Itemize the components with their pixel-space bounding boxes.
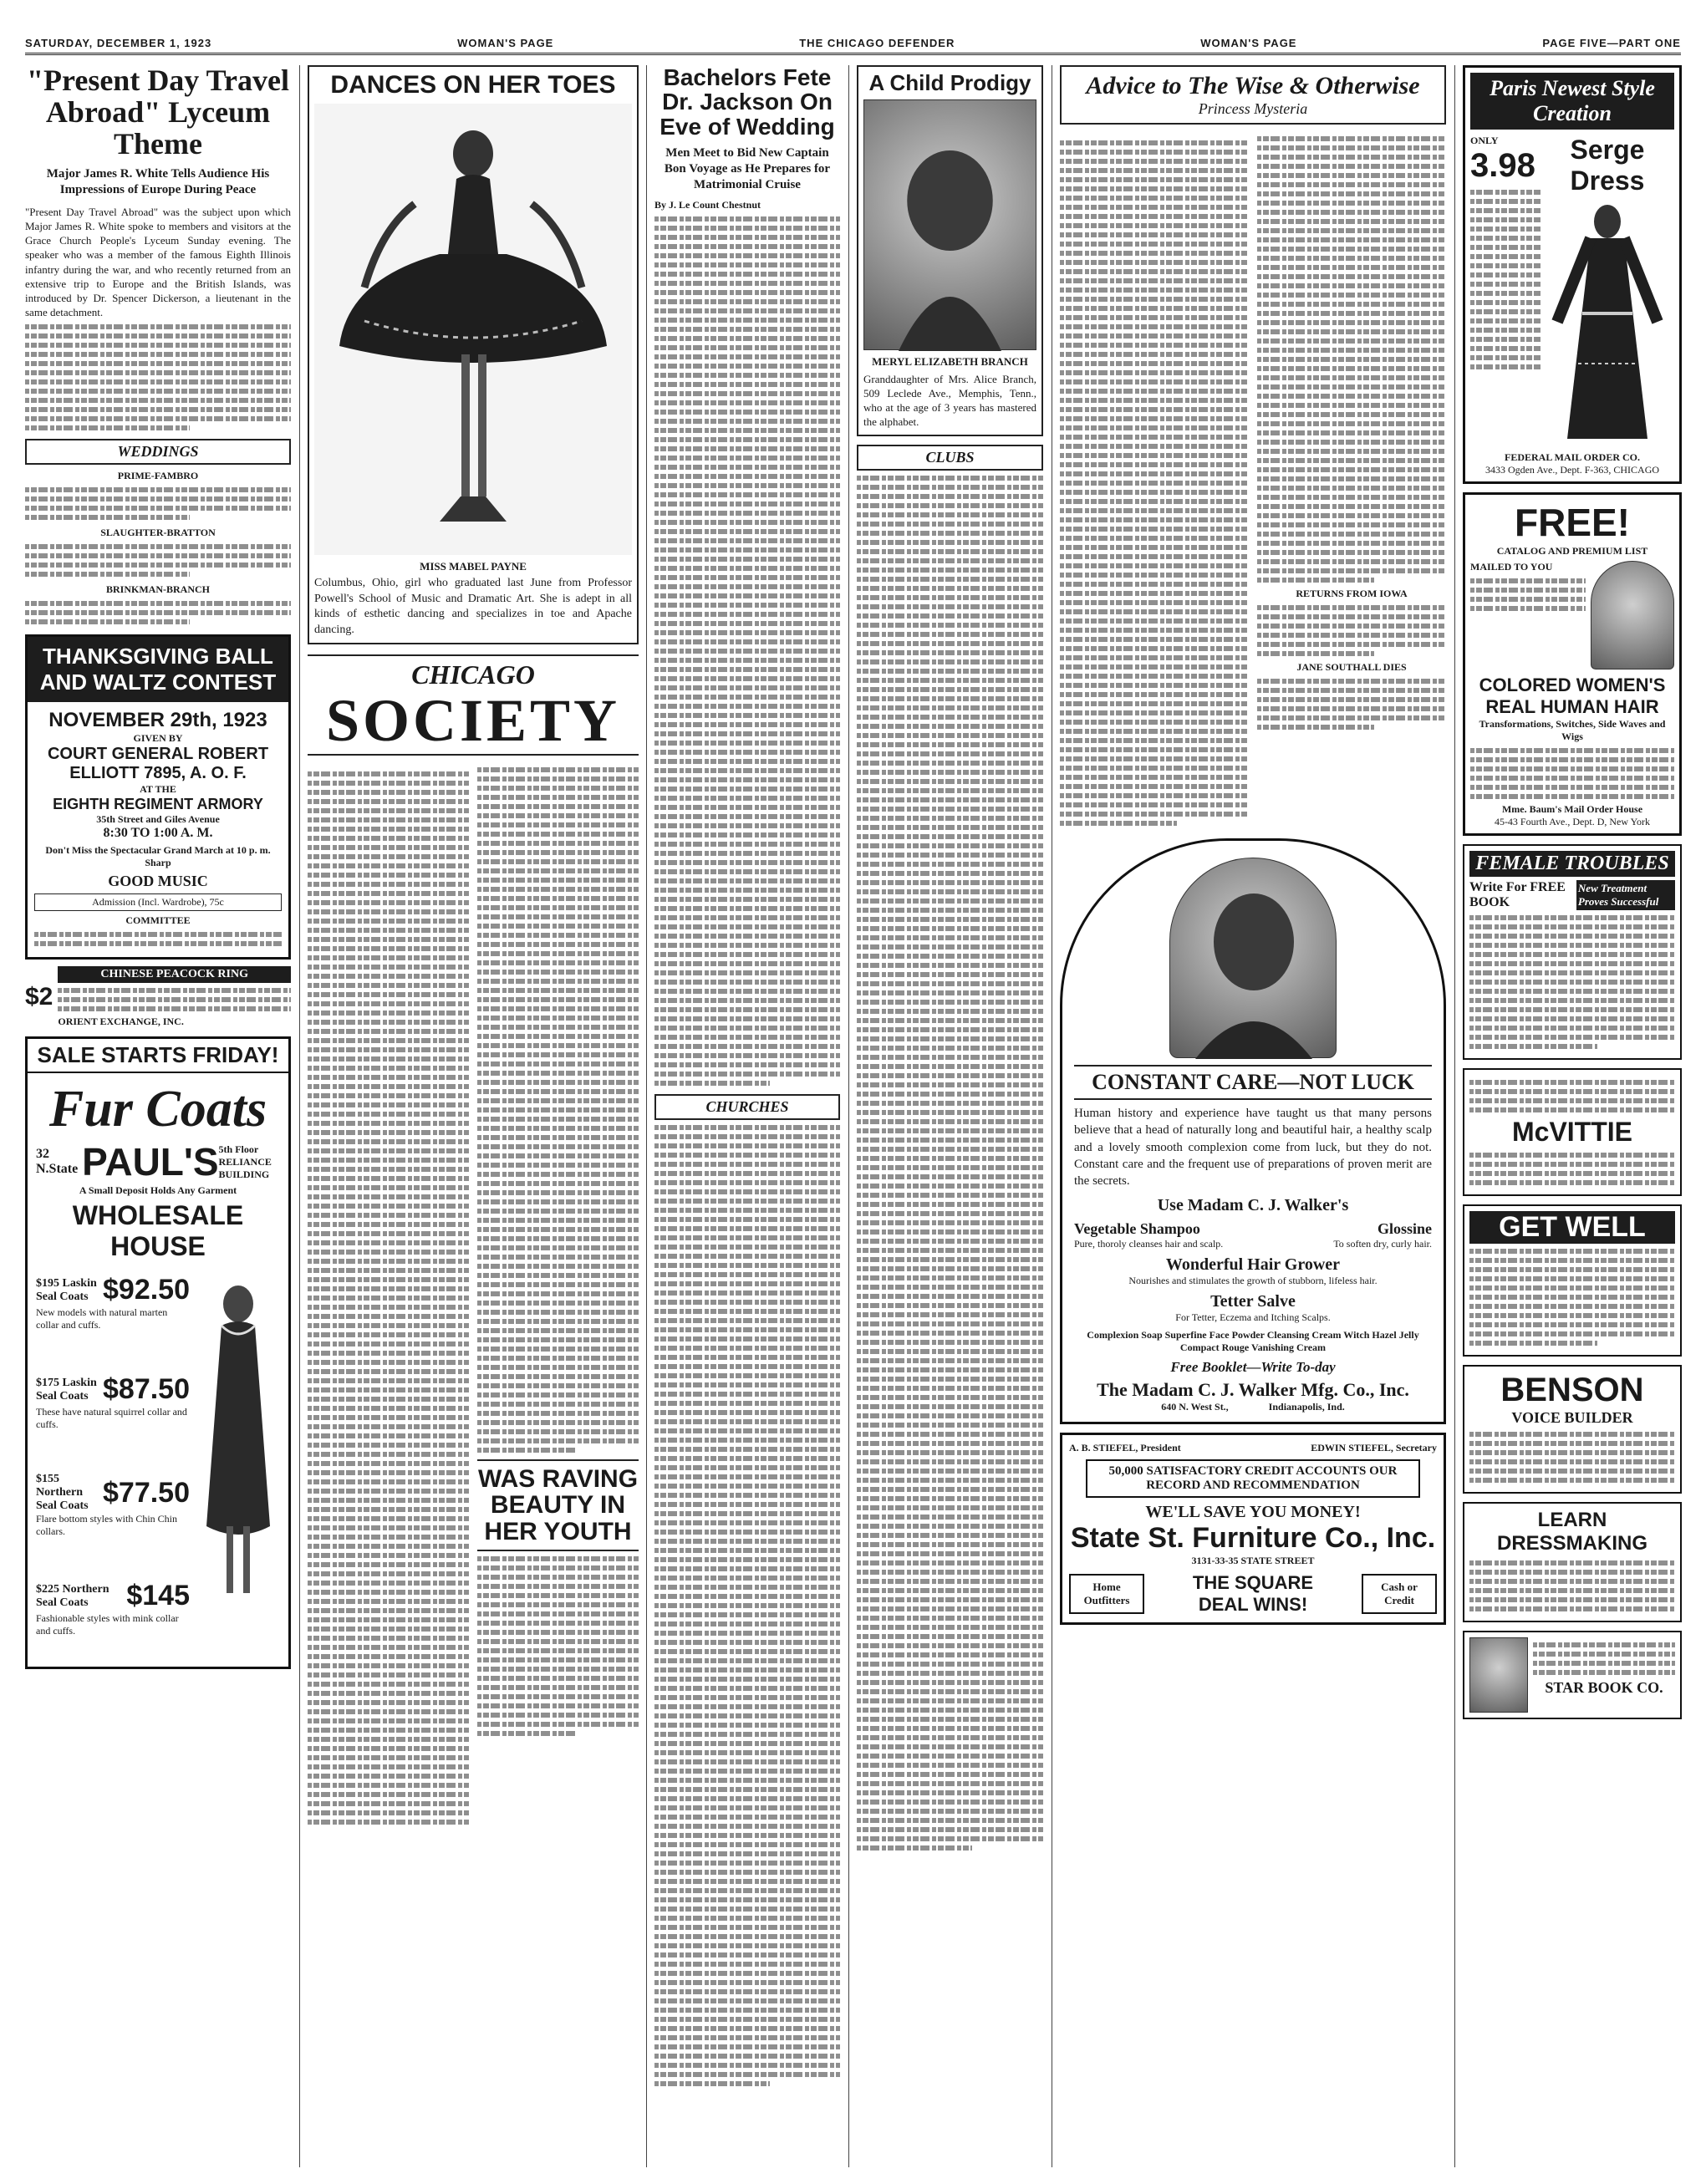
peacock-title: CHINESE PEACOCK RING — [58, 966, 291, 983]
stiefel-secretary: EDWIN STIEFEL, Secretary — [1311, 1442, 1437, 1454]
fur-item-label: $155 Northern Seal Coats — [36, 1473, 89, 1513]
cash-or-credit: Cash or Credit — [1362, 1574, 1437, 1614]
churches-heading: CHURCHES — [654, 1094, 840, 1120]
dances-title: DANCES ON HER TOES — [330, 71, 616, 99]
society-title: SOCIETY — [325, 686, 621, 754]
column-2 — [308, 65, 639, 2167]
mcvittie-ad — [1463, 1068, 1682, 1196]
hair-grower: Wonderful Hair Grower — [1165, 1255, 1341, 1275]
get-well-ad — [1463, 1204, 1682, 1357]
walker-portrait — [1169, 858, 1337, 1058]
article-text-lines — [25, 324, 291, 430]
fur-item-label: $225 Northern Seal Coats — [36, 1582, 109, 1609]
ball-time: 8:30 TO 1:00 A. M. — [103, 826, 213, 841]
column-rule — [646, 65, 647, 2167]
deposit-note: A Small Deposit Holds Any Garment — [79, 1184, 237, 1197]
orient-exchange: ORIENT EXCHANGE, INC. — [58, 1016, 184, 1028]
stiefel-president: A. B. STIEFEL, President — [1069, 1442, 1181, 1454]
constant-care-text: Human history and experience have taught us that many persons believe that a head of naturally long and beautiful hair, a healthy scalp and a lovely smooth complexion come from luck, but they do not. Constant care and the frequent use of preparations of proven merit are the secrets. — [1074, 1107, 1432, 1188]
ball-music: GOOD MUSIC — [108, 873, 208, 890]
child-prodigy-box — [857, 65, 1043, 436]
write-free-book: Write For FREE BOOK — [1469, 880, 1566, 909]
child-photo — [863, 99, 1036, 350]
serge-price: 3.98 — [1470, 147, 1535, 184]
header-page-number: PAGE FIVE—PART ONE — [1542, 37, 1681, 49]
catalog-premium: CATALOG AND PREMIUM LIST — [1496, 545, 1648, 557]
ball-court: COURT GENERAL ROBERT ELLIOTT 7895, A. O. F. — [47, 745, 269, 783]
female-troubles-ad — [1463, 844, 1682, 1060]
header-paper-name: THE CHICAGO DEFENDER — [799, 37, 955, 49]
lyceum-headline: "Present Day Travel Abroad" Lyceum Theme — [27, 65, 289, 160]
human-hair-ad — [1463, 492, 1682, 836]
advice-princess: Princess Mysteria — [1198, 100, 1308, 117]
jane-heading: JANE SOUTHALL DIES — [1296, 661, 1407, 673]
credit-accounts: 50,000 SATISFACTORY CREDIT ACCOUNTS OUR RECORD AND RECOMMENDATION — [1086, 1459, 1420, 1498]
advice-title: Advice to The Wise & Otherwise — [1086, 72, 1420, 99]
benson-ad — [1463, 1365, 1682, 1494]
ball-date: NOVEMBER 29th, 1923 — [48, 709, 267, 732]
child-prodigy-title: A Child Prodigy — [868, 70, 1031, 95]
ball-admission: Admission (Incl. Wardrobe), 75c — [34, 893, 282, 911]
ball-grand-march: Don't Miss the Spectacular Grand March at 10 p. m. Sharp — [45, 844, 271, 869]
dances-box — [308, 65, 639, 644]
peacock-price: $2 — [25, 983, 53, 1011]
tetter-salve: Tetter Salve — [1210, 1292, 1296, 1311]
dancer-caption-name: MISS MABEL PAYNE — [420, 559, 527, 573]
fur-item-price: $87.50 — [103, 1373, 190, 1406]
state-street-name: State St. Furniture Co., Inc. — [1070, 1522, 1436, 1555]
column-3 — [654, 65, 840, 2167]
dressmaking-title: LEARN DRESSMAKING — [1496, 1509, 1647, 1555]
child-caption-name: MERYL ELIZABETH BRANCH — [872, 355, 1028, 369]
advice-banner — [1060, 65, 1446, 125]
hair-grower-desc: Nourishes and stimulates the growth of stubborn, lifeless hair. — [1128, 1275, 1378, 1287]
square-deal: THE SQUARE DEAL WINS! — [1192, 1572, 1314, 1616]
dancer-caption-text: Columbus, Ohio, girl who graduated last June from Professor Powell's School of Music and Dramatic Art. She is adept in all kinds of esthetic dancing and specializes in toe and Apache dancing. — [314, 577, 632, 636]
column-rule — [848, 65, 849, 2167]
state-street-furniture-ad — [1060, 1433, 1446, 1625]
fur-item — [36, 1373, 190, 1406]
fur-item-label: $175 Laskin Seal Coats — [36, 1376, 97, 1403]
fur-item-note: Fashionable styles with mink collar and cuffs. — [36, 1612, 179, 1637]
fur-coats-ad — [25, 1036, 291, 1669]
column-rule — [299, 65, 300, 2167]
save-money: WE'LL SAVE YOU MONEY! — [1145, 1503, 1361, 1522]
glossine: Glossine — [1377, 1220, 1432, 1238]
tetter-salve-desc: For Tetter, Eczema and Itching Scalps. — [1175, 1311, 1331, 1324]
federal-address: 3433 Ogden Ave., Dept. F-363, CHICAGO — [1484, 464, 1660, 476]
society-masthead — [308, 654, 639, 756]
fur-item-note: New models with natural marten collar and cuffs. — [36, 1306, 168, 1331]
fur-coats-title: Fur Coats — [48, 1081, 267, 1138]
ball-at: AT THE — [140, 783, 176, 796]
pauls-name: PAUL'S — [82, 1140, 219, 1184]
dancer-photo — [314, 104, 632, 555]
fur-item-note: These have natural squirrel collar and cuffs. — [36, 1406, 187, 1431]
benson-name: BENSON — [1500, 1372, 1644, 1408]
pauls-address: 32 N.State — [36, 1147, 79, 1177]
federal-mail-order: FEDERAL MAIL ORDER CO. — [1504, 451, 1641, 463]
raving-beauty-headline: WAS RAVING BEAUTY IN HER YOUTH — [477, 1459, 639, 1552]
lyceum-intro: "Present Day Travel Abroad" was the subject upon which Major James R. White spoke to members and visitors at the Grace Church People's Lyceum Sunday evening. The speaker who was a member of the famous Eighth Illinois infantry during the war, and who recently returned from an extensive trip to Europe and the British Islands, was introduced by Dr. Spencer Dickerson, a lieutenant in the same detachment. — [25, 205, 291, 318]
walker-use: Use Madam C. J. Walker's — [1157, 1196, 1349, 1215]
star-book-name: STAR BOOK CO. — [1545, 1679, 1663, 1696]
wedding-title: BRINKMAN-BRANCH — [106, 583, 210, 596]
wedding-title: PRIME-FAMBRO — [117, 470, 199, 482]
dress-illustration — [1540, 196, 1674, 447]
state-street-address: 3131-33-35 STATE STREET — [1191, 1555, 1315, 1567]
ball-given: GIVEN BY — [133, 732, 183, 745]
returns-heading: RETURNS FROM IOWA — [1296, 588, 1408, 599]
bachelors-headline: Bachelors Fete Dr. Jackson On Eve of Wedding — [659, 65, 835, 140]
voice-builder: VOICE BUILDER — [1511, 1409, 1633, 1426]
home-outfitters: Home Outfitters — [1069, 1574, 1144, 1614]
fur-item-price: $77.50 — [103, 1476, 190, 1509]
fur-item — [36, 1274, 190, 1306]
mailed-to-you: MAILED TO YOU — [1470, 561, 1553, 573]
fur-item-note: Flare bottom styles with Chin Chin collars. — [36, 1513, 178, 1538]
star-book-ad — [1463, 1631, 1682, 1719]
baum-address: 45-43 Fourth Ave., Dept. D, New York — [1494, 816, 1651, 827]
sale-banner: SALE STARTS FRIDAY! — [28, 1039, 288, 1073]
book-illustration — [1469, 1637, 1528, 1713]
wedding-title: SLAUGHTER-BRATTON — [100, 527, 216, 539]
ball-address: 35th Street and Giles Avenue — [96, 813, 220, 826]
new-treatment: New Treatment Proves Successful — [1576, 880, 1675, 910]
get-well-title: GET WELL — [1469, 1211, 1675, 1244]
hair-transformations: Transformations, Switches, Side Waves and Wigs — [1479, 718, 1666, 742]
fur-item-price: $92.50 — [103, 1274, 190, 1306]
column-1 — [25, 65, 291, 2167]
fur-item — [36, 1580, 190, 1612]
hair-model-photo — [1591, 561, 1674, 669]
only-label: ONLY — [1470, 135, 1499, 146]
society-chicago: CHICAGO — [411, 659, 535, 690]
mcvittie-name: McVITTIE — [1511, 1117, 1632, 1147]
walker-company: The Madam C. J. Walker Mfg. Co., Inc. — [1097, 1379, 1409, 1401]
walker-address: 640 N. West St., Indianapolis, Ind. — [1161, 1401, 1345, 1413]
walker-products: Complexion Soap Superfine Face Powder Cleansing Cream Witch Hazel Jelly Compact Rouge Vanishing Cream — [1087, 1329, 1419, 1354]
bachelors-byline: By J. Le Count Chestnut — [654, 199, 761, 211]
weddings-heading: WEDDINGS — [25, 439, 291, 465]
free-booklet: Free Booklet—Write To-day — [1170, 1359, 1336, 1376]
paris-style-title: Paris Newest Style Creation — [1470, 73, 1674, 130]
constant-care-title: CONSTANT CARE—NOT LUCK — [1074, 1065, 1432, 1100]
bachelors-subhead: Men Meet to Bid New Captain Bon Voyage as He Prepares for Matrimonial Cruise — [664, 146, 831, 191]
header-womans-page-right: WOMAN'S PAGE — [1200, 37, 1297, 49]
ball-committee: COMMITTEE — [125, 914, 191, 927]
vegetable-shampoo: Vegetable Shampoo — [1074, 1220, 1200, 1238]
walker-ad — [1060, 838, 1446, 1424]
ball-title: THANKSGIVING BALL AND WALTZ CONTEST — [28, 637, 288, 702]
serge-dress-ad — [1463, 65, 1682, 484]
lyceum-subhead: Major James R. White Tells Audience His Impressions of Europe During Peace — [46, 167, 270, 197]
fur-item — [36, 1473, 190, 1513]
header-date: SATURDAY, DECEMBER 1, 1923 — [25, 37, 212, 49]
column-rule — [1454, 65, 1455, 2167]
fur-item-price: $145 — [126, 1580, 190, 1612]
header-womans-page-left: WOMAN'S PAGE — [457, 37, 554, 49]
child-caption-text: Granddaughter of Mrs. Alice Branch, 509 Leclede Ave., Memphis, Tenn., who at the age of 3 years has mastered the alphabet. — [863, 372, 1036, 429]
fur-item-label: $195 Laskin Seal Coats — [36, 1276, 97, 1303]
free-title: FREE! — [1515, 501, 1630, 544]
glossine-desc: To soften dry, curly hair. — [1333, 1238, 1432, 1250]
column-6 — [1463, 65, 1682, 2167]
vegetable-shampoo-desc: Pure, thoroly cleanses hair and scalp. — [1074, 1238, 1224, 1250]
fur-coat-illustration — [196, 1275, 280, 1660]
wholesale-house: WHOLESALE HOUSE — [72, 1200, 244, 1262]
pauls-floor: 5th Floor RELIANCE BUILDING — [218, 1143, 272, 1180]
column-4 — [857, 65, 1043, 2167]
colored-womens: COLORED WOMEN'S — [1479, 675, 1666, 695]
column-5 — [1060, 65, 1446, 2167]
dressmaking-ad — [1463, 1502, 1682, 1622]
serge-dress-title: Serge Dress — [1570, 135, 1645, 196]
ball-armory: EIGHTH REGIMENT ARMORY — [53, 796, 263, 813]
female-troubles-title: FEMALE TROUBLES — [1469, 851, 1675, 877]
page-header — [25, 37, 1681, 55]
society-columns — [308, 762, 639, 1829]
clubs-heading: CLUBS — [857, 445, 1043, 471]
peacock-ring-ad — [25, 966, 291, 1028]
baum-house: Mme. Baum's Mail Order House — [1501, 803, 1643, 815]
thanksgiving-ball-ad — [25, 634, 291, 960]
real-human-hair: REAL HUMAN HAIR — [1485, 696, 1659, 717]
